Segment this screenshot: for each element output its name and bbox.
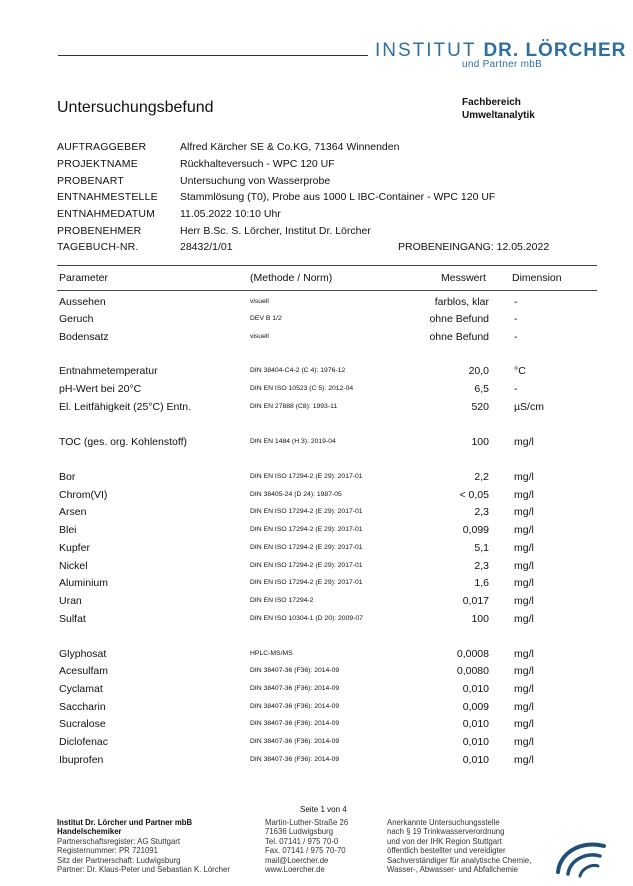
- value-cell: 0,010: [462, 718, 489, 730]
- info-label: PROBENART: [57, 174, 124, 187]
- table-row: [57, 665, 597, 682]
- dimension-cell: mg/l: [514, 754, 534, 766]
- value-cell: 0,010: [462, 683, 489, 695]
- dimension-cell: mg/l: [514, 506, 534, 518]
- table-row: [57, 296, 597, 313]
- info-label: ENTNAHMESTELLE: [57, 191, 158, 204]
- footer-line: öffentlich bestellter und vereidigter: [387, 846, 506, 856]
- header-rule: [58, 55, 368, 56]
- parameter-cell: pH-Wert bei 20°C: [59, 383, 142, 395]
- table-header-rule: [57, 290, 597, 291]
- parameter-cell: Geruch: [59, 313, 94, 325]
- method-cell: HPLC-MS/MS: [250, 650, 293, 657]
- page-number: Seite 1 von 4: [300, 805, 347, 814]
- method-cell: DIN 38407-36 (F36): 2014-09: [250, 720, 340, 727]
- table-row: [57, 401, 597, 418]
- table-row: [57, 736, 597, 753]
- info-value: Rückhalteversuch - WPC 120 UF: [180, 158, 335, 171]
- parameter-cell: Acesulfam: [59, 665, 109, 677]
- dimension-cell: -: [514, 331, 518, 343]
- parameter-cell: Kupfer: [59, 542, 90, 554]
- parameter-cell: Cyclamat: [59, 683, 103, 695]
- dimension-cell: mg/l: [514, 542, 534, 554]
- table-row: [57, 595, 597, 612]
- footer-line: Handelschemiker: [57, 827, 122, 837]
- value-cell: 5,1: [474, 542, 489, 554]
- footer-line: Fax. 07141 / 975 70-70: [265, 846, 346, 856]
- footer-accreditation: [387, 818, 531, 874]
- table-row: [57, 542, 597, 559]
- method-cell: DIN EN ISO 17294-2 (E 29): 2017-01: [250, 508, 363, 515]
- info-row: [57, 172, 617, 189]
- parameter-cell: Blei: [59, 524, 77, 536]
- method-cell: DIN 38407-36 (F36): 2014-09: [250, 685, 340, 692]
- dimension-cell: mg/l: [514, 701, 534, 713]
- parameter-cell: TOC (ges. org. Kohlenstoff): [59, 436, 188, 448]
- table-row: [57, 365, 597, 382]
- info-label: PROBENEHMER: [57, 224, 142, 237]
- dimension-cell: mg/l: [514, 665, 534, 677]
- footer-line: 71636 Ludwigsburg: [265, 827, 334, 837]
- info-row: [57, 206, 617, 223]
- value-cell: 100: [471, 436, 489, 448]
- table-row: [57, 331, 597, 348]
- footer-email-link[interactable]: mail@Loercher.de: [265, 855, 329, 865]
- value-cell: farblos, klar: [434, 296, 489, 308]
- info-value: Alfred Kärcher SE & Co.KG, 71364 Winnenden: [180, 141, 400, 154]
- parameter-cell: Entnahmetemperatur: [59, 365, 158, 377]
- table-row: [57, 701, 597, 718]
- footer-company: [57, 818, 230, 874]
- parameter-cell: Glyphosat: [59, 648, 107, 660]
- info-row: [57, 189, 617, 206]
- parameter-cell: Uran: [59, 595, 82, 607]
- method-cell: DIN 38404-C4-2 (C 4): 1976-12: [250, 367, 346, 374]
- dimension-cell: mg/l: [514, 648, 534, 660]
- table-row: [57, 613, 597, 630]
- table-row: [57, 313, 597, 330]
- parameter-cell: Ibuprofen: [59, 754, 104, 766]
- footer-line: Partnerschaftsregister: AG Stuttgart: [57, 836, 181, 846]
- value-cell: 2,2: [474, 471, 489, 483]
- method-cell: DIN EN ISO 17294-2 (E 29): 2017-01: [250, 526, 363, 533]
- method-cell: DIN EN ISO 10523 (C 5): 2012-04: [250, 385, 354, 392]
- value-cell: < 0,05: [459, 489, 489, 501]
- parameter-cell: Bor: [59, 471, 76, 483]
- table-row: [57, 383, 597, 400]
- value-cell: 520: [471, 401, 489, 413]
- table-row: [57, 436, 597, 453]
- info-row: [57, 139, 617, 156]
- value-cell: 0,017: [462, 595, 489, 607]
- method-cell: DIN EN 27888 (C8): 1993-11: [250, 403, 338, 410]
- dimension-cell: -: [514, 313, 518, 325]
- footer-line: Registernummer: PR 721091: [57, 846, 158, 856]
- value-cell: 1,6: [474, 577, 489, 589]
- footer-line: Anerkannte Untersuchungsstelle: [387, 818, 500, 827]
- value-cell: 0,009: [462, 701, 489, 713]
- department: [462, 96, 535, 122]
- dimension-cell: mg/l: [514, 489, 534, 501]
- info-label: AUFTRAGGEBER: [57, 141, 147, 154]
- table-row: [57, 648, 597, 665]
- column-header-dimension: Dimension: [512, 272, 562, 284]
- method-cell: DIN EN ISO 17294-2: [250, 597, 314, 604]
- value-cell: 2,3: [474, 560, 489, 572]
- footer-line: und von der IHK Region Stuttgart: [387, 836, 502, 846]
- dimension-cell: mg/l: [514, 560, 534, 572]
- value-cell: 0,010: [462, 736, 489, 748]
- logo-name: DR. LÖRCHER: [483, 40, 627, 61]
- footer-line: Wasser-, Abwasser- und Abfallchemie: [387, 865, 519, 875]
- method-cell: visuell: [250, 333, 269, 340]
- info-row: [57, 222, 617, 239]
- table-row: [57, 718, 597, 735]
- parameter-cell: Nickel: [59, 560, 88, 572]
- value-cell: 0,099: [462, 524, 489, 536]
- dimension-cell: mg/l: [514, 524, 534, 536]
- department-line-2: Umweltanalytik: [462, 110, 535, 121]
- method-cell: DIN EN ISO 10304-1 (D 20): 2009-07: [250, 615, 363, 622]
- table-row: [57, 683, 597, 700]
- value-cell: 0,0080: [456, 665, 489, 677]
- method-cell: DEV B 1/2: [250, 315, 282, 322]
- dimension-cell: mg/l: [514, 613, 534, 625]
- method-cell: DIN 38407-36 (F36): 2014-09: [250, 703, 340, 710]
- method-cell: DIN 38407-36 (F36): 2014-09: [250, 738, 340, 745]
- info-label: TAGEBUCH-NR.: [57, 241, 139, 254]
- info-row: [57, 239, 617, 256]
- table-row: [57, 489, 597, 506]
- dimension-cell: mg/l: [514, 471, 534, 483]
- footer-line: Institut Dr. Lörcher und Partner mbB: [57, 818, 193, 827]
- column-header-method: (Methode / Norm): [250, 272, 333, 284]
- table-row: [57, 471, 597, 488]
- parameter-cell: El. Leitfähigkeit (25°C) Entn.: [59, 401, 192, 413]
- parameter-cell: Bodensatz: [59, 331, 109, 343]
- table-row: [57, 754, 597, 771]
- value-cell: 20,0: [468, 365, 489, 377]
- value-cell: ohne Befund: [429, 331, 489, 343]
- table-top-rule: [57, 265, 597, 266]
- info-value: Herr B.Sc. S. Lörcher, Institut Dr. Lörcher: [180, 224, 371, 237]
- dimension-cell: mg/l: [514, 595, 534, 607]
- info-label: ENTNAHMEDATUM: [57, 208, 156, 221]
- method-cell: DIN EN ISO 17294-2 (E 29): 2017-01: [250, 562, 363, 569]
- value-cell: 2,3: [474, 506, 489, 518]
- value-cell: 0,010: [462, 754, 489, 766]
- parameter-cell: Sulfat: [59, 613, 86, 625]
- logo-institut: INSTITUT: [375, 40, 477, 61]
- footer-line: Sitz der Partnerschaft: Ludwigsburg: [57, 855, 181, 865]
- dimension-cell: mg/l: [514, 436, 534, 448]
- dimension-cell: -: [514, 296, 518, 308]
- value-cell: ohne Befund: [429, 313, 489, 325]
- info-row: [57, 156, 617, 173]
- table-row: [57, 506, 597, 523]
- dimension-cell: -: [514, 383, 518, 395]
- table-row: [57, 524, 597, 541]
- method-cell: DIN EN ISO 17294-2 (E 29): 2017-01: [250, 544, 363, 551]
- info-value: Stammlösung (T0), Probe aus 1000 L IBC-Container - WPC 120 UF: [180, 191, 496, 204]
- value-cell: 6,5: [474, 383, 489, 395]
- parameter-cell: Aluminium: [59, 577, 109, 589]
- info-value: 28432/1/01: [180, 241, 233, 254]
- footer-website-link[interactable]: www.Loercher.de: [265, 865, 325, 875]
- method-cell: DIN 38405-24 (D 24): 1987-05: [250, 491, 342, 498]
- dimension-cell: mg/l: [514, 683, 534, 695]
- table-row: [57, 560, 597, 577]
- swirl-logo-icon: [552, 832, 610, 880]
- footer-line: nach § 19 Trinkwasserverordnung: [387, 827, 505, 837]
- footer-line: Martin-Luther-Straße 26: [265, 818, 349, 827]
- method-cell: DIN EN ISO 17294-2 (E 29): 2017-01: [250, 473, 363, 480]
- dimension-cell: mg/l: [514, 577, 534, 589]
- dimension-cell: µS/cm: [514, 401, 544, 413]
- dimension-cell: mg/l: [514, 736, 534, 748]
- parameter-cell: Diclofenac: [59, 736, 109, 748]
- column-header-value: Messwert: [441, 272, 486, 284]
- footer-line: Tel. 07141 / 975 70-0: [265, 836, 339, 846]
- method-cell: DIN 38407-36 (F36): 2014-09: [250, 667, 340, 674]
- info-value: Untersuchung von Wasserprobe: [180, 174, 331, 187]
- department-line-1: Fachbereich: [462, 97, 521, 108]
- method-cell: visuell: [250, 298, 269, 305]
- footer-line: Partner: Dr. Klaus-Peter und Sebastian K. Lörcher: [57, 865, 230, 875]
- footer-contact: [265, 818, 348, 874]
- parameter-cell: Arsen: [59, 506, 87, 518]
- table-row: [57, 577, 597, 594]
- method-cell: DIN EN ISO 17294-2 (E 29): 2017-01: [250, 579, 363, 586]
- parameter-cell: Sucralose: [59, 718, 106, 730]
- info-label: PROJEKTNAME: [57, 158, 138, 171]
- dimension-cell: mg/l: [514, 718, 534, 730]
- footer-line: Sachverständiger für analytische Chemie,: [387, 855, 532, 865]
- logo-subtitle: und Partner mbB: [462, 59, 543, 70]
- value-cell: 100: [471, 613, 489, 625]
- parameter-cell: Chrom(VI): [59, 489, 108, 501]
- value-cell: 0,0008: [456, 648, 489, 660]
- dimension-cell: °C: [514, 365, 526, 377]
- method-cell: DIN 38407-36 (F36): 2014-09: [250, 756, 340, 763]
- column-header-parameter: Parameter: [59, 272, 109, 284]
- document-title: Untersuchungsbefund: [57, 99, 214, 116]
- method-cell: DIN EN 1484 (H 3): 2019-04: [250, 438, 336, 445]
- sample-receipt-date: PROBENEINGANG: 12.05.2022: [398, 241, 550, 254]
- parameter-cell: Aussehen: [59, 296, 106, 308]
- sample-info: [57, 139, 617, 256]
- info-value: 11.05.2022 10:10 Uhr: [180, 208, 281, 221]
- parameter-cell: Saccharin: [59, 701, 106, 713]
